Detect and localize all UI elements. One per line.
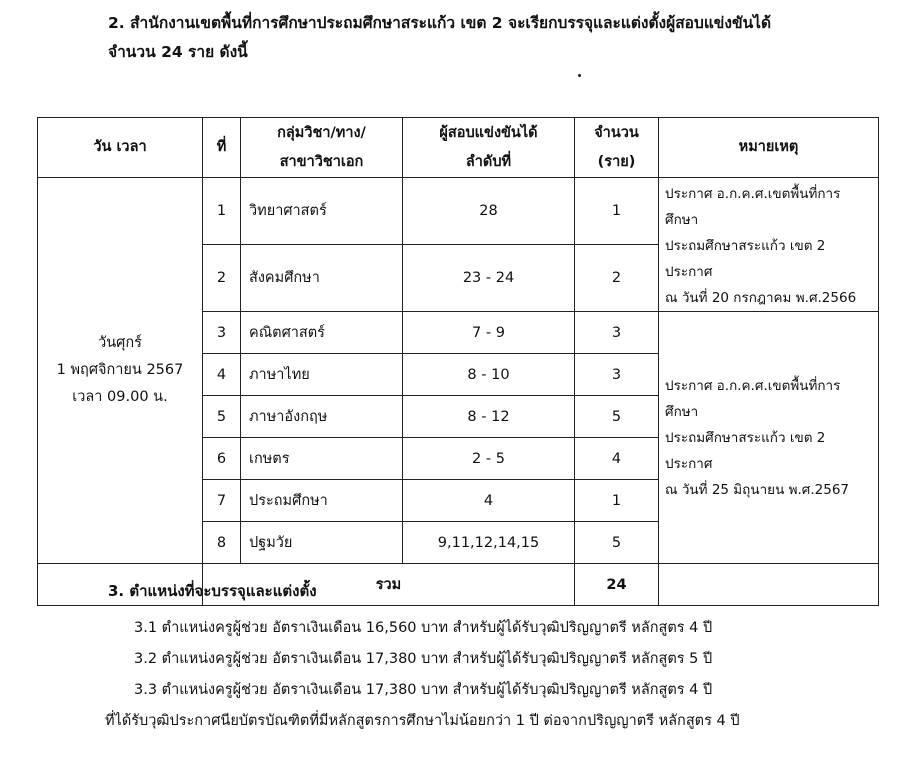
section-3-title: 3. ตำแหน่งที่จะบรรจุและแต่งตั้ง <box>108 582 317 600</box>
header-rank-line-1: ผู้สอบแข่งขันได้ <box>439 124 538 141</box>
row-count: 5 <box>575 396 659 438</box>
date-line-2: 1 พฤศจิกายน 2567 <box>56 362 184 378</box>
list-item: 3.3 ตำแหน่งครูผู้ช่วย อัตราเงินเดือน 17,380 บาท สำหรับผู้ได้รับวุฒิปริญญาตรี หลักสูตร 4 ปี <box>134 682 713 698</box>
header-count-line-1: จำนวน <box>594 124 639 141</box>
table-header-row <box>38 118 879 178</box>
row-count: 2 <box>575 245 659 312</box>
row-rank: 2 - 5 <box>403 438 575 480</box>
row-rank: 7 - 9 <box>403 312 575 354</box>
row-subject: ภาษาไทย <box>241 354 403 396</box>
total-remark-cell <box>659 564 879 606</box>
list-item: 3.1 ตำแหน่งครูผู้ช่วย อัตราเงินเดือน 16,560 บาท สำหรับผู้ได้รับวุฒิปริญญาตรี หลักสูตร 4 ปี <box>134 620 713 636</box>
remark-2-line-1: ประกาศ อ.ก.ค.ศ.เขตพื้นที่การศึกษา <box>665 377 841 420</box>
total-label: รวม <box>203 564 575 606</box>
row-count: 3 <box>575 354 659 396</box>
scan-speck <box>578 74 581 77</box>
row-no: 3 <box>203 312 241 354</box>
row-subject: คณิตศาสตร์ <box>241 312 403 354</box>
row-rank: 4 <box>403 480 575 522</box>
section-2-heading <box>108 9 898 67</box>
table-row <box>38 178 879 245</box>
date-line-3: เวลา 09.00 น. <box>72 389 168 405</box>
header-subject-line-2: สาขาวิชาเอก <box>279 153 364 170</box>
row-subject: ภาษาอังกฤษ <box>241 396 403 438</box>
remark-1-line-1: ประกาศ อ.ก.ค.ศ.เขตพื้นที่การศึกษา <box>665 186 841 228</box>
row-subject: ปฐมวัย <box>241 522 403 564</box>
date-cell <box>38 178 203 564</box>
row-subject: ประถมศึกษา <box>241 480 403 522</box>
header-datetime: วัน เวลา <box>38 118 203 178</box>
row-subject: สังคมศึกษา <box>241 245 403 312</box>
total-value: 24 <box>575 564 659 606</box>
row-rank: 8 - 10 <box>403 354 575 396</box>
remark-1-line-2: ประถมศึกษาสระแก้ว เขต 2 ประกาศ <box>665 238 826 280</box>
row-rank: 9,11,12,14,15 <box>403 522 575 564</box>
header-no: ที่ <box>203 118 241 178</box>
row-no: 7 <box>203 480 241 522</box>
remark-2-line-2: ประถมศึกษาสระแก้ว เขต 2 ประกาศ <box>665 429 826 472</box>
row-count: 1 <box>575 178 659 245</box>
row-rank: 23 - 24 <box>403 245 575 312</box>
header-subject <box>241 118 403 178</box>
row-no: 2 <box>203 245 241 312</box>
date-line-1: วันศุกร์ <box>98 335 142 351</box>
row-count: 1 <box>575 480 659 522</box>
header-rank <box>403 118 575 178</box>
heading-line-1: 2. สำนักงานเขตพื้นที่การศึกษาประถมศึกษาสระแก้ว เขต 2 จะเรียกบรรจุและแต่งตั้งผู้สอบแข่งขันได้ <box>108 14 772 32</box>
row-count: 3 <box>575 312 659 354</box>
remark-1-line-3: ณ วันที่ 20 กรกฎาคม พ.ศ.2566 <box>665 290 857 306</box>
row-count: 4 <box>575 438 659 480</box>
row-no: 5 <box>203 396 241 438</box>
row-no: 6 <box>203 438 241 480</box>
header-count <box>575 118 659 178</box>
position-list <box>0 613 919 737</box>
heading-line-2: จำนวน 24 ราย ดังนี้ <box>108 43 248 61</box>
row-no: 4 <box>203 354 241 396</box>
header-rank-line-2: ลำดับที่ <box>465 153 512 170</box>
row-no: 8 <box>203 522 241 564</box>
remark-2-line-3: ณ วันที่ 25 มิถุนายน พ.ศ.2567 <box>665 481 850 498</box>
list-item: 3.2 ตำแหน่งครูผู้ช่วย อัตราเงินเดือน 17,380 บาท สำหรับผู้ได้รับวุฒิปริญญาตรี หลักสูตร 5 ปี <box>134 651 713 667</box>
remark-cell-1 <box>659 178 879 312</box>
header-count-line-2: (ราย) <box>597 153 636 170</box>
header-remark: หมายเหตุ <box>659 118 879 178</box>
row-rank: 28 <box>403 178 575 245</box>
appointment-table <box>37 117 879 606</box>
header-subject-line-1: กลุ่มวิชา/ทาง/ <box>277 124 366 141</box>
row-rank: 8 - 12 <box>403 396 575 438</box>
row-subject: วิทยาศาสตร์ <box>241 178 403 245</box>
row-count: 5 <box>575 522 659 564</box>
row-subject: เกษตร <box>241 438 403 480</box>
list-item-continuation: ที่ได้รับวุฒิประกาศนียบัตรบัณฑิตที่มีหลักสูตรการศึกษาไม่น้อยกว่า 1 ปี ต่อจากปริญญาตรี หลักสูตร 4 ปี <box>105 713 740 729</box>
remark-cell-2 <box>659 312 879 564</box>
row-no: 1 <box>203 178 241 245</box>
